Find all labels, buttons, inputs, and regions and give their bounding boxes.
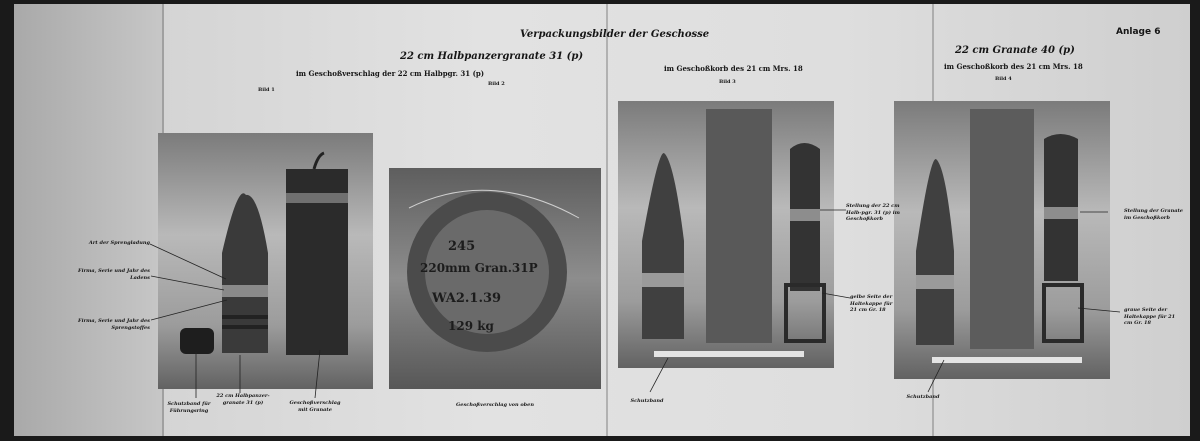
page-title: Verpackungsbilder der Geschosse [520, 29, 710, 40]
callout-geschossverschlag: Geschoßverschlag mit Granate [289, 400, 341, 413]
crate-band [286, 193, 348, 203]
shell-shape [916, 159, 954, 345]
crate-handle [314, 153, 324, 169]
stencil-line-3: WA2.1.39 [432, 291, 502, 306]
schutzband-strip [932, 357, 1082, 363]
stencil-line-1: 245 [448, 239, 476, 254]
crate-top-illustration [389, 168, 601, 389]
section-left-title: 22 cm Halbpanzergranate 31 (p) [400, 51, 584, 62]
photo-bild-3 [618, 101, 834, 368]
shell-groove [222, 325, 268, 329]
shell-band [222, 285, 268, 297]
section-right-subtitle: im Geschoßkorb des 21 cm Mrs. 18 [944, 62, 1083, 71]
wicker-basket [970, 109, 1034, 349]
anlage-label: Anlage 6 [1116, 27, 1161, 37]
wicker-basket [706, 109, 772, 343]
callout-schutzband-bild3: Schutzband [630, 398, 664, 404]
shell-shape [642, 153, 684, 339]
section-right-title: 22 cm Granate 40 (p) [955, 45, 1075, 56]
callout-schutzband-bild4: Schutzband [906, 394, 940, 400]
photo-bild-4 [894, 101, 1110, 379]
photo-bild-1 [158, 133, 373, 389]
schutzband-object [180, 328, 214, 354]
schutzband-strip [654, 351, 804, 357]
bild-2-caption: Geschoßverschlag von oben [456, 402, 534, 408]
callout-firma-ladens: Firma, Serie und Jahr des Ladens [78, 268, 150, 281]
bild-4-label: Bild 4 [995, 76, 1012, 82]
left-margin-strip [14, 4, 164, 436]
stencil-line-2: 220mm Gran.31P [420, 261, 538, 275]
callout-firma-sprengstoffes: Firma, Serie und Jahr des Sprengstoffes [78, 318, 150, 331]
section-left-subtitle-1: im Geschoßverschlag der 22 cm Halbpgr. 31 (p) [296, 69, 485, 78]
haltekappe [1044, 285, 1082, 341]
shell-groove [222, 315, 268, 319]
callout-schutzband-fuehrungsring: Schutzband für Führungsring [167, 401, 211, 414]
shell-and-basket-illustration [618, 101, 834, 368]
callout-gelbe-seite: gelbe Seite der Haltekappe für 21 cm Gr. 18 [850, 294, 893, 313]
bild-2-label: Bild 2 [488, 81, 505, 87]
shell-band [1044, 207, 1078, 219]
callout-stellung-halbpgr: Stellung der 22 cm Halb-pgr. 31 (p) im Geschoßkorb [846, 203, 900, 222]
section-left-subtitle-2: im Geschoßkorb des 21 cm Mrs. 18 [664, 64, 803, 73]
callout-halbpanzergranate: 22 cm Halbpanzer-granate 31 (p) [216, 393, 270, 406]
shell-band [790, 209, 820, 221]
photo-bild-2 [389, 168, 601, 389]
callout-stellung-granate: Stellung der Granate im Geschoßkorb [1124, 208, 1183, 221]
shell-shape [222, 193, 268, 353]
shell-band [642, 273, 684, 287]
shell-and-basket-illustration [894, 101, 1110, 379]
shell-and-crate-illustration [158, 133, 373, 389]
bild-1-label: Bild 1 [258, 87, 275, 93]
callout-graue-seite: graue Seite der Haltekappe für 21 cm Gr. 18 [1124, 307, 1176, 326]
haltekappe [786, 285, 824, 341]
callout-art-sprengladung: Art der Sprengladung [88, 240, 150, 246]
stencil-line-4: 129 kg [448, 319, 494, 333]
shell-band [916, 275, 954, 289]
fold-line [606, 4, 608, 436]
bild-3-label: Bild 3 [719, 79, 736, 85]
